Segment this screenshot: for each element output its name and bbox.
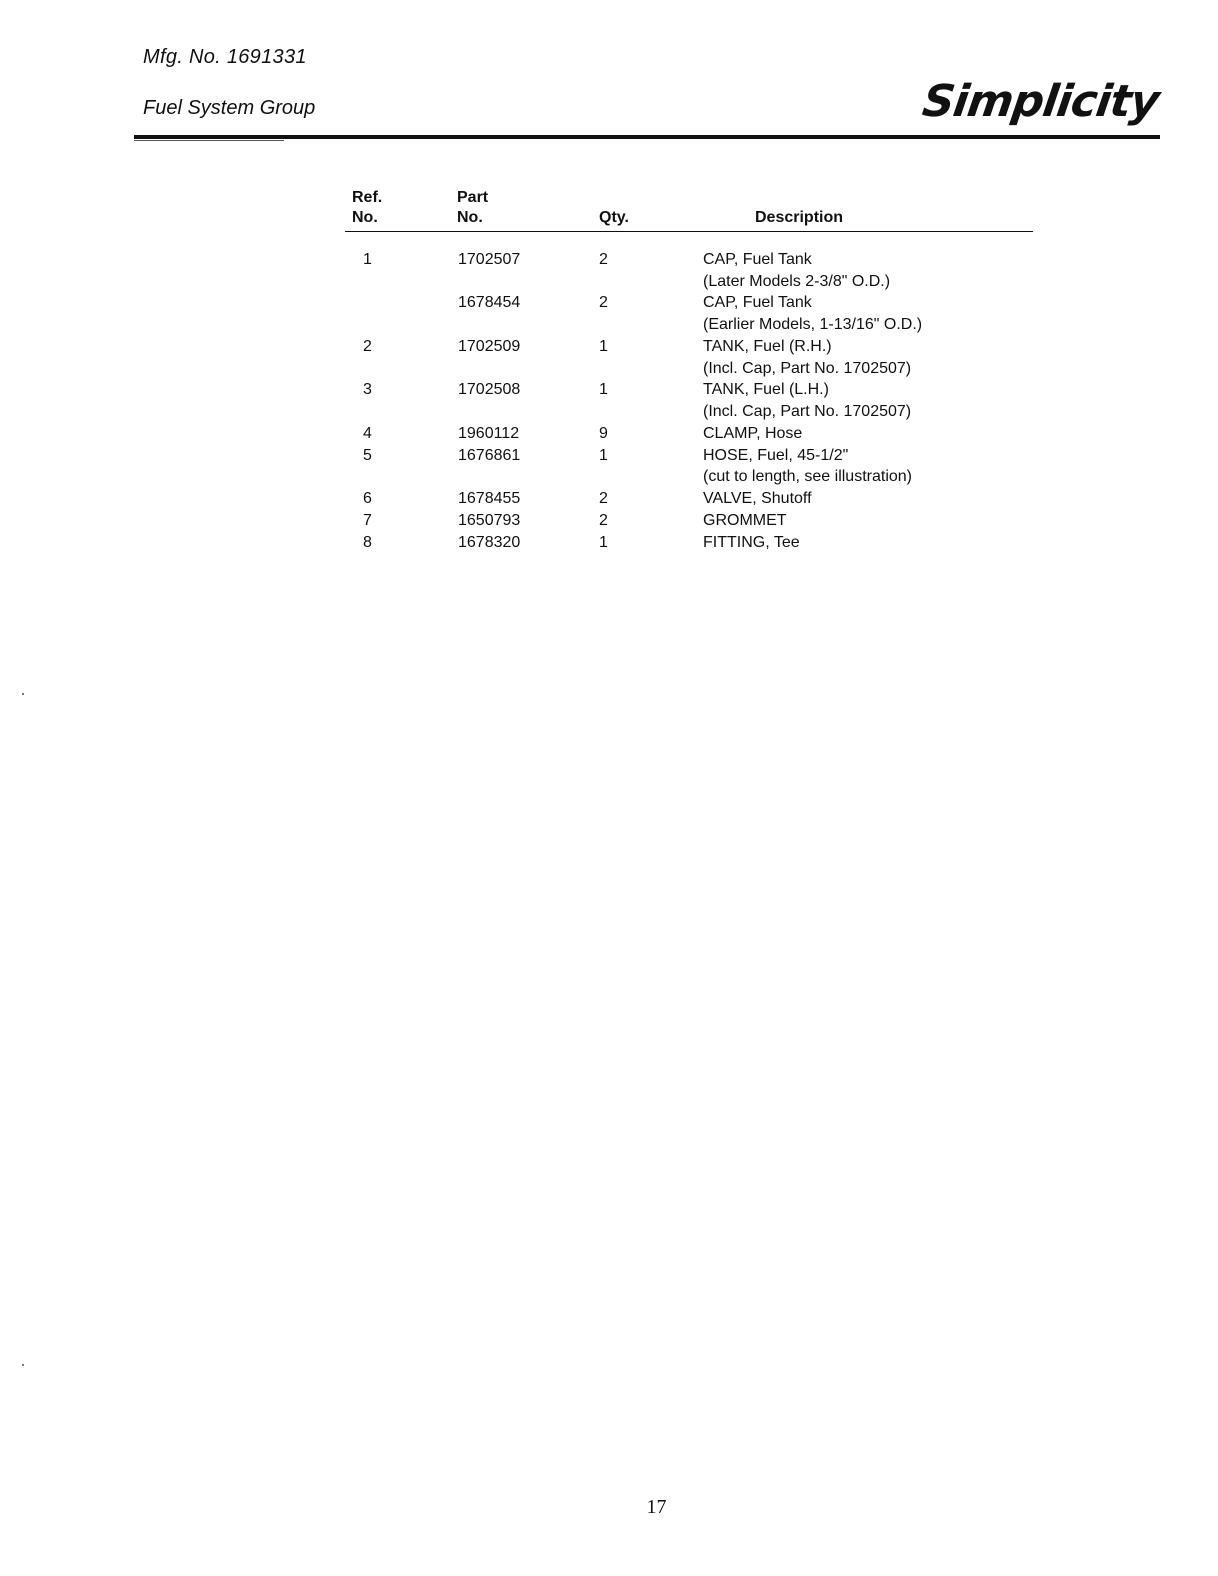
description-line: (Incl. Cap, Part No. 1702507) <box>703 359 912 377</box>
cell-qty: 2 <box>599 512 608 530</box>
cell-part-no: 1678455 <box>458 490 521 508</box>
description-line: TANK, Fuel (L.H.) <box>703 381 829 399</box>
description-line: FITTING, Tee <box>703 534 800 552</box>
table-row <box>345 336 1033 379</box>
cell-part-no: 1650793 <box>458 512 521 530</box>
table-row <box>345 423 1033 445</box>
cell-qty: 2 <box>599 294 608 312</box>
cell-ref-no: 8 <box>363 534 372 552</box>
cell-ref-no: 3 <box>363 381 372 399</box>
cell-part-no: 1702507 <box>458 251 521 268</box>
description-line: VALVE, Shutoff <box>703 490 812 508</box>
cell-description <box>703 292 1033 335</box>
header-ref-line2: No. <box>352 209 378 226</box>
cell-description <box>703 445 1033 488</box>
table-body <box>345 232 1033 554</box>
cell-description <box>703 488 1033 510</box>
table-row <box>345 249 1033 292</box>
description-line: HOSE, Fuel, 45-1/2" <box>703 446 849 464</box>
table-row <box>345 445 1033 488</box>
header-part-no <box>457 188 488 228</box>
cell-part-no: 1678454 <box>458 294 521 312</box>
brand-logo: Simplicity <box>919 76 1162 127</box>
header-part-line1: Part <box>457 189 489 206</box>
cell-qty: 1 <box>599 534 608 552</box>
cell-part-no: 1702508 <box>458 381 521 399</box>
cell-description <box>703 379 1033 422</box>
cell-qty: 9 <box>599 424 608 442</box>
cell-description <box>703 532 1033 554</box>
cell-description <box>703 336 1033 379</box>
header-rule-shadow <box>134 140 284 141</box>
scan-speck <box>22 693 24 695</box>
cell-part-no: 1678320 <box>458 534 521 552</box>
cell-qty: 2 <box>599 490 608 508</box>
description-line: CAP, Fuel Tank <box>703 294 812 312</box>
description-line: TANK, Fuel (R.H.) <box>703 337 832 355</box>
description-line: (Incl. Cap, Part No. 1702507) <box>703 402 912 420</box>
cell-part-no: 1702509 <box>458 337 521 355</box>
cell-description <box>703 423 1033 445</box>
header-rule <box>134 135 1160 139</box>
cell-ref-no: 6 <box>363 490 372 508</box>
header-description: Description <box>755 209 844 226</box>
header-part-line2: No. <box>457 209 483 226</box>
scan-speck <box>22 1364 24 1366</box>
table-row <box>345 510 1033 532</box>
cell-part-no: 1960112 <box>458 424 520 442</box>
cell-part-no: 1676861 <box>458 446 521 464</box>
page-number: 17 <box>646 1496 667 1518</box>
description-line: GROMMET <box>703 512 787 530</box>
table-row <box>345 292 1033 335</box>
cell-ref-no: 2 <box>363 337 372 355</box>
header-qty: Qty. <box>599 209 629 226</box>
cell-qty: 2 <box>599 251 608 268</box>
group-title: Fuel System Group <box>143 97 316 119</box>
table-row <box>345 532 1033 554</box>
description-line: (Earlier Models, 1-13/16" O.D.) <box>703 316 923 334</box>
description-line: (Later Models 2-3/8" O.D.) <box>703 272 891 290</box>
cell-description <box>703 249 1033 292</box>
cell-qty: 1 <box>599 446 608 464</box>
cell-ref-no: 4 <box>363 424 372 442</box>
parts-table <box>345 186 1033 554</box>
cell-description <box>703 510 1033 532</box>
cell-qty: 1 <box>599 381 608 399</box>
cell-qty: 1 <box>599 337 608 355</box>
header-ref-line1: Ref. <box>352 189 383 206</box>
manufacturer-number: Mfg. No. 1691331 <box>143 46 307 68</box>
cell-ref-no: 7 <box>363 512 372 530</box>
description-line: CAP, Fuel Tank <box>703 251 812 268</box>
cell-ref-no: 1 <box>363 251 372 268</box>
table-header <box>345 186 1033 232</box>
table-row <box>345 488 1033 510</box>
table-row <box>345 379 1033 422</box>
description-line: CLAMP, Hose <box>703 424 803 442</box>
description-line: (cut to length, see illustration) <box>703 468 912 486</box>
header-ref-no <box>352 188 382 228</box>
cell-ref-no: 5 <box>363 446 372 464</box>
